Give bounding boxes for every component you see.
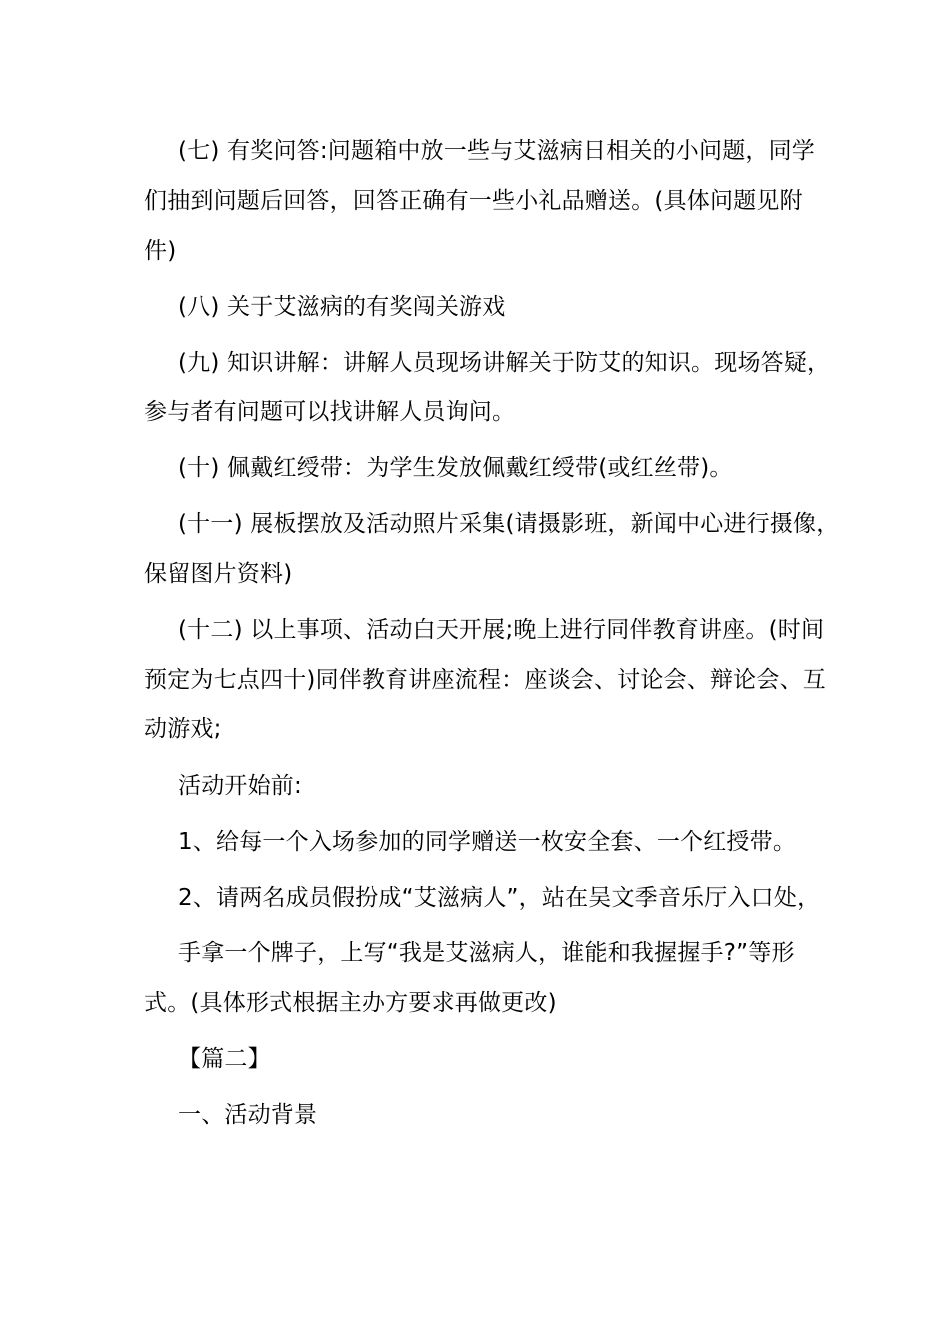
- text-line: (九) 知识讲解：讲解人员现场讲解关于防艾的知识。现场答疑，: [178, 350, 831, 376]
- text-line: 手拿一个牌子，上写“我是艾滋病人，谁能和我握握手?”等形: [178, 940, 795, 966]
- text-line: (十) 佩戴红绶带：为学生发放佩戴红绶带(或红丝带)。: [178, 455, 733, 481]
- text-line: 2、请两名成员假扮成“艾滋病人”，站在吴文季音乐厅入口处，: [178, 885, 821, 911]
- text-line: 参与者有问题可以找讲解人员询问。: [144, 399, 516, 425]
- text-line: 1、给每一个入场参加的同学赠送一枚安全套、一个红授带。: [178, 829, 797, 855]
- text-line: (八) 关于艾滋病的有奖闯关游戏: [178, 294, 506, 320]
- section-heading: 一、活动背景: [178, 1102, 318, 1128]
- section-heading: 【篇二】: [178, 1046, 271, 1072]
- text-line: 式。(具体形式根据主办方要求再做更改): [144, 990, 557, 1016]
- text-line: 活动开始前:: [178, 773, 302, 799]
- text-line: 预定为七点四十)同伴教育讲座流程：座谈会、讨论会、辩论会、互: [144, 667, 826, 693]
- text-line: 保留图片资料): [144, 561, 293, 587]
- text-line: (十二) 以上事项、活动白天开展;晚上进行同伴教育讲座。(时间: [178, 617, 825, 643]
- text-line: (七) 有奖问答:问题箱中放一些与艾滋病日相关的小问题，同学: [178, 138, 816, 164]
- text-line: 们抽到问题后回答，回答正确有一些小礼品赠送。(具体问题见附: [144, 188, 803, 214]
- text-line: 动游戏;: [144, 716, 222, 742]
- text-line: 件): [144, 238, 177, 264]
- text-line: (十一) 展板摆放及活动照片采集(请摄影班，新闻中心进行摄像，: [178, 511, 840, 537]
